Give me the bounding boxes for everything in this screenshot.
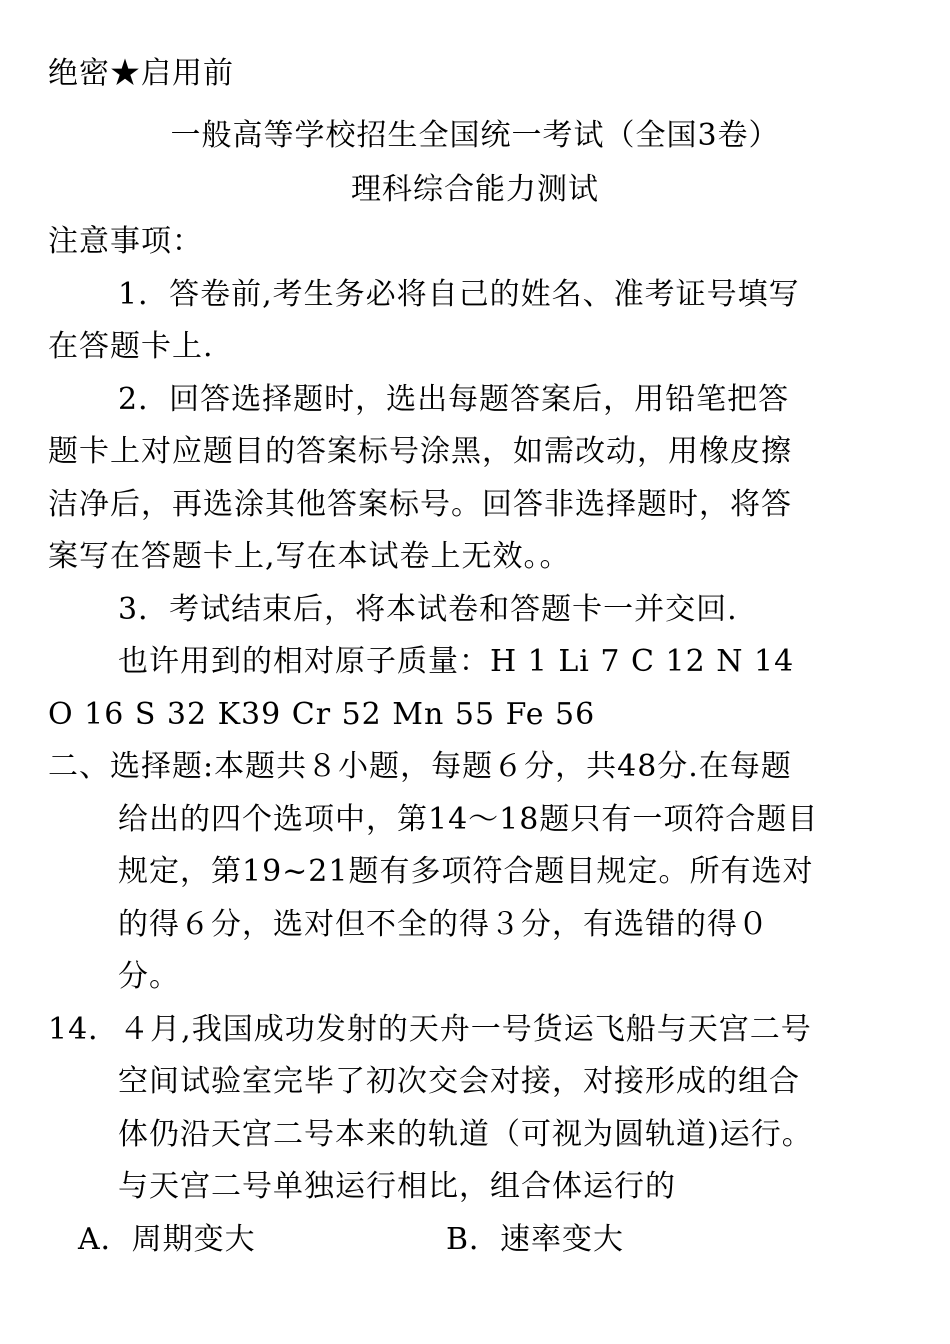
atomic-mass-line-1: 也许用到的相对原子质量：H 1 Li 7 C 12 N 14 [118, 644, 795, 679]
section-2-line-4: 的得６分，选对但不全的得３分，有选错的得０ [118, 907, 769, 942]
question-14-line-1: 14．４月,我国成功发射的天舟一号货运飞船与天宫二号 [48, 1012, 812, 1047]
note-2-line-4: 案写在答题卡上,写在本试卷上无效。。 [48, 539, 571, 574]
question-14-line-2: 空间试验室完毕了初次交会对接，对接形成的组合 [118, 1064, 800, 1099]
section-2-line-1: 二、选择题:本题共８小题，每题６分，共48分.在每题 [48, 749, 792, 784]
note-2-line-3: 洁净后，再选涂其他答案标号。回答非选择题时，将答 [48, 487, 792, 522]
section-2-line-3: 规定，第19~21题有多项符合题目规定。所有选对 [118, 854, 814, 889]
note-1-line-1: 1．答卷前,考生务必将自己的姓名、准考证号填写 [118, 277, 800, 312]
question-14-line-3: 体仍沿天宫二号本来的轨道（可视为圆轨道)运行。 [118, 1117, 813, 1152]
section-2-line-2: 给出的四个选项中，第14～18题只有一项符合题目 [118, 802, 819, 837]
atomic-mass-line-2: O 16 S 32 K39 Cr 52 Mn 55 Fe 56 [48, 697, 596, 732]
option-a: A．周期变大 [78, 1222, 256, 1257]
note-2-line-1: 2．回答选择题时，选出每题答案后，用铅笔把答 [118, 382, 790, 417]
option-b: B．速率变大 [446, 1222, 625, 1257]
note-2-line-2: 题卡上对应题目的答案标号涂黑，如需改动，用橡皮擦 [48, 434, 792, 469]
exam-subtitle: 理科综合能力测试 [351, 172, 599, 207]
note-3: 3．考试结束后，将本试卷和答题卡一并交回. [118, 592, 738, 627]
exam-title: 一般高等学校招生全国统一考试（全国3卷） [170, 118, 780, 153]
note-1-line-2: 在答题卡上. [48, 329, 214, 364]
secret-label: 绝密★启用前 [48, 56, 234, 91]
question-14-line-4: 与天宫二号单独运行相比，组合体运行的 [118, 1169, 676, 1204]
section-2-line-5: 分。 [118, 959, 180, 994]
notes-heading: 注意事项： [48, 224, 203, 259]
